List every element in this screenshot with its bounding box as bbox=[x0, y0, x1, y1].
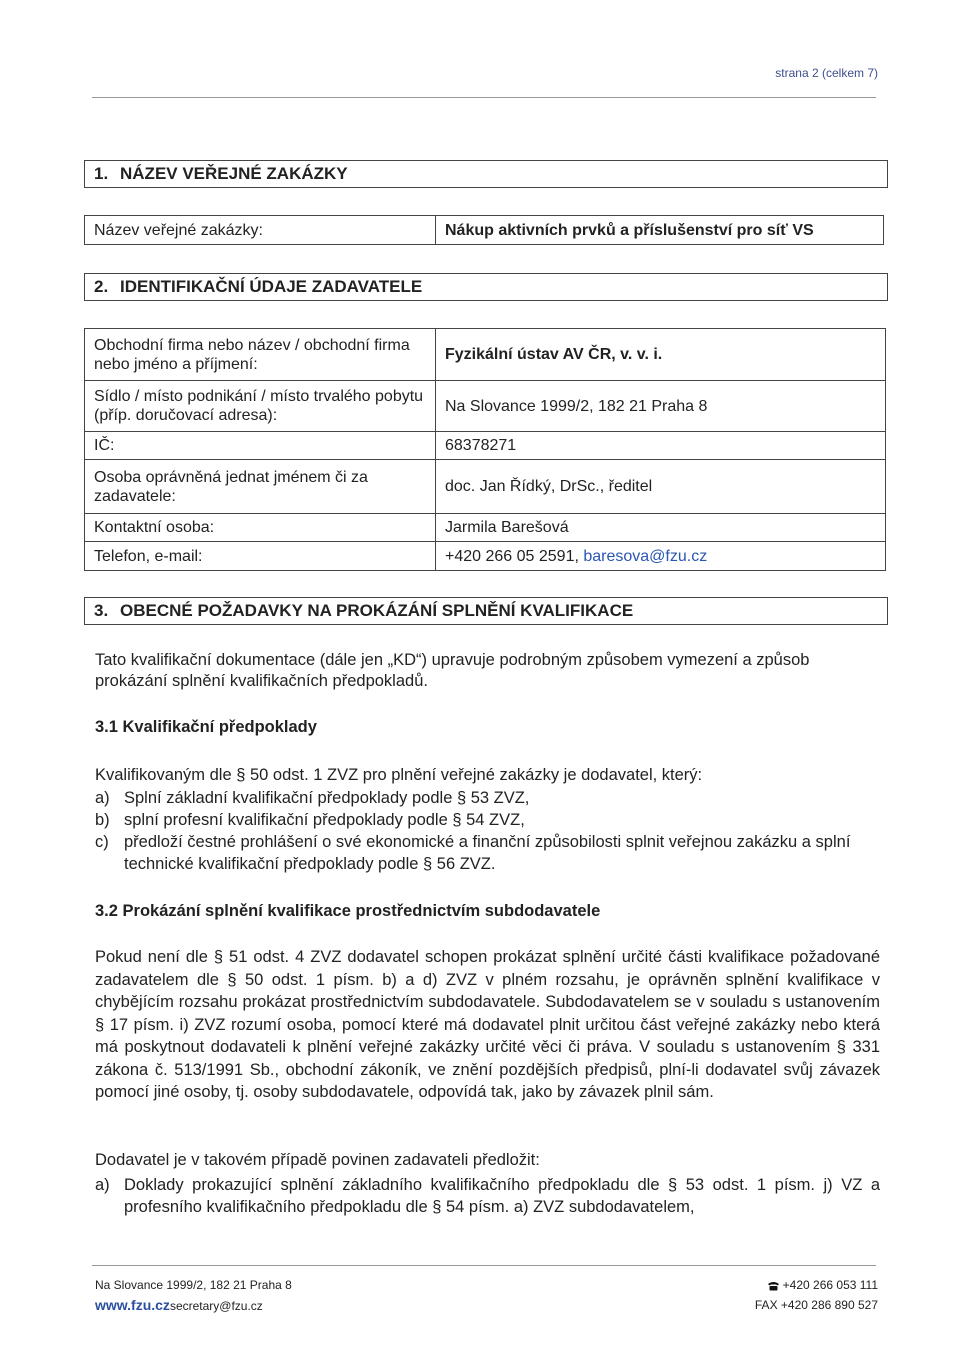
list-marker: a) bbox=[95, 1176, 110, 1194]
contact-person-label: Kontaktní osoba: bbox=[85, 514, 436, 542]
footer-divider bbox=[92, 1265, 876, 1266]
section-2-table bbox=[84, 328, 886, 571]
section-1-heading bbox=[84, 160, 888, 188]
section-3-heading bbox=[84, 597, 888, 625]
contact-phone: +420 266 05 2591, bbox=[445, 547, 579, 565]
footer-address: Na Slovance 1999/2, 182 21 Praha 8 bbox=[95, 1278, 292, 1292]
section-2-number: 2. bbox=[94, 277, 109, 296]
authorized-person-label: Osoba oprávněná jednat jménem či za zadavatele: bbox=[85, 460, 436, 514]
section-1-table bbox=[84, 215, 884, 245]
company-name-value: Fyzikální ústav AV ČR, v. v. i. bbox=[436, 329, 886, 381]
list-marker: c) bbox=[95, 833, 109, 851]
header-divider bbox=[92, 97, 876, 98]
ic-label: IČ: bbox=[85, 432, 436, 460]
seat-value: Na Slovance 1999/2, 182 21 Praha 8 bbox=[436, 381, 886, 432]
footer-phone: +420 266 053 111 bbox=[782, 1278, 878, 1292]
subsection-3-2-title: 3.2 Prokázání splnění kvalifikace prostřednictvím subdodavatele bbox=[95, 902, 601, 920]
ic-value: 68378271 bbox=[436, 432, 886, 460]
section-2-title: IDENTIFIKAČNÍ ÚDAJE ZADAVATELE bbox=[120, 277, 423, 296]
contact-person-value: Jarmila Barešová bbox=[436, 514, 886, 542]
footer-contact-block bbox=[755, 1275, 878, 1315]
section-3-number: 3. bbox=[94, 601, 109, 620]
subsection-3-1-lead: Kvalifikovaným dle § 50 odst. 1 ZVZ pro plnění veřejné zakázky je dodavatel, který: bbox=[95, 766, 703, 784]
company-name-label: Obchodní firma nebo název / obchodní firma nebo jméno a příjmení: bbox=[85, 329, 436, 381]
list-marker: b) bbox=[95, 811, 110, 829]
section-1-number: 1. bbox=[94, 164, 109, 183]
list-item-text: splní profesní kvalifikační předpoklady podle § 54 ZVZ, bbox=[124, 811, 525, 829]
footer-web-link[interactable]: www.fzu.cz bbox=[95, 1297, 170, 1313]
authorized-person-value: doc. Jan Řídký, DrSc., ředitel bbox=[436, 460, 886, 514]
section-1-title: NÁZEV VEŘEJNÉ ZAKÁZKY bbox=[120, 164, 348, 183]
phone-icon bbox=[767, 1281, 780, 1291]
seat-label: Sídlo / místo podnikání / místo trvalého pobytu (příp. doručovací adresa): bbox=[85, 381, 436, 432]
section-3-title: OBECNÉ POŽADAVKY NA PROKÁZÁNÍ SPLNĚNÍ KVALIFIKACE bbox=[120, 601, 634, 620]
list-item-text: předloží čestné prohlášení o své ekonomické a finanční způsobilosti splnit veřejnou zakázku a splní technické kvalifikační předpoklady podle § 56 ZVZ. bbox=[124, 833, 851, 873]
phone-email-label: Telefon, e-mail: bbox=[85, 542, 436, 571]
list-item bbox=[95, 831, 880, 875]
list-item-text: Doklady prokazující splnění základního kvalifikačního předpokladu dle § 53 odst. 1 písm. j) VZ a profesního kvalifikačního předpokladu dle § 54 písm. a) ZVZ subdodavatelem, bbox=[124, 1176, 880, 1216]
section-3-intro: Tato kvalifikační dokumentace (dále jen „KD“) upravuje podrobným způsobem vymezení a způsob prokázání splnění kvalifikačních předpokladů. bbox=[95, 651, 810, 690]
footer-address-block bbox=[95, 1275, 292, 1316]
list-item bbox=[95, 809, 880, 831]
contact-email-link[interactable]: baresova@fzu.cz bbox=[583, 547, 708, 565]
section-2-heading bbox=[84, 273, 888, 301]
list-item bbox=[95, 1174, 880, 1218]
list-marker: a) bbox=[95, 789, 110, 807]
footer-email-link[interactable]: secretary@fzu.cz bbox=[169, 1299, 263, 1313]
page-indicator: strana 2 (celkem 7) bbox=[775, 66, 878, 80]
list-item-text: Splní základní kvalifikační předpoklady podle § 53 ZVZ, bbox=[124, 789, 530, 807]
qualification-list bbox=[95, 787, 880, 875]
contract-name-label: Název veřejné zakázky: bbox=[85, 216, 436, 245]
phone-email-value bbox=[436, 542, 886, 571]
subcontractor-documents-list bbox=[95, 1174, 880, 1218]
subsection-3-2-lead: Dodavatel je v takovém případě povinen zadavateli předložit: bbox=[95, 1151, 540, 1169]
footer-fax: FAX +420 286 890 527 bbox=[754, 1298, 878, 1312]
subsection-3-1-title: 3.1 Kvalifikační předpoklady bbox=[95, 718, 317, 736]
contract-name-value: Nákup aktivních prvků a příslušenství pro síť VS bbox=[436, 216, 884, 245]
list-item bbox=[95, 787, 880, 809]
subsection-3-2-paragraph: Pokud není dle § 51 odst. 4 ZVZ dodavatel schopen prokázat splnění určité části kvalifikace požadované zadavatelem dle § 50 odst. 1 písm. b) a d) ZVZ v plném rozsahu, je oprávněn splnění kvalifikace v chybějícím rozsahu prokázat prostřednictvím subdodavatele. Subdodavatelem se v souladu s ustanovením § 17 písm. i) ZVZ rozumí osoba, pomocí které má dodavatel plnit určitou část veřejné zakázky nebo která má poskytnout dodavateli k plnění veřejné zakázky určité věci či práva. V souladu s ustanovením § 331 zákona č. 513/1991 Sb., obchodní zákoník, ve znění pozdějších předpisů, plní-li dodavatel svůj závazek pomocí jiné osoby, tj. osoby subdodavatele, odpovídá tak, jako by závazek plnil sám. bbox=[95, 948, 880, 1101]
